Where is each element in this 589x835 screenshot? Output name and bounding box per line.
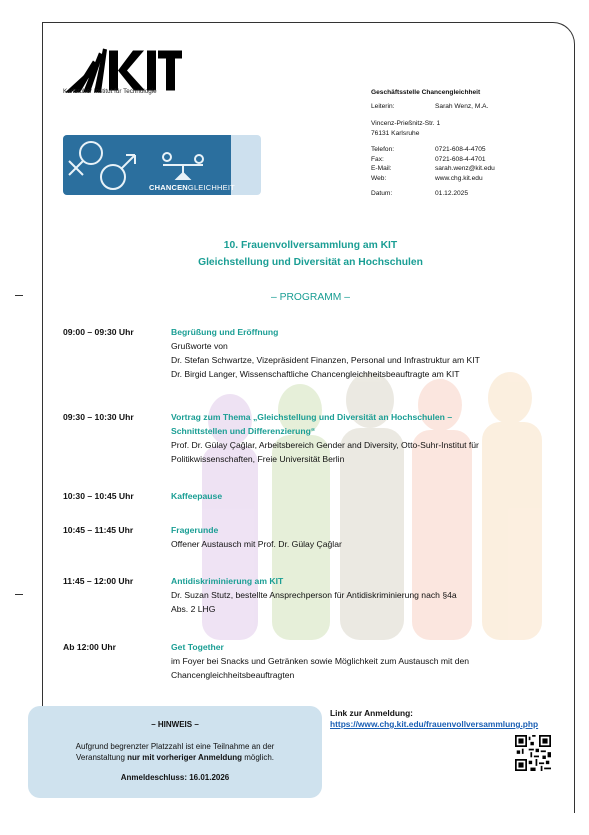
date-value: 01.12.2025 xyxy=(435,190,469,197)
email-label: E-Mail: xyxy=(371,165,392,172)
program-time: Ab 12:00 Uhr xyxy=(63,642,117,652)
program-topic: Vortrag zum Thema „Gleichstellung und Diversität an Hochschulen – xyxy=(171,412,453,422)
program-topic: Begrüßung und Eröffnung xyxy=(171,327,279,337)
qr-code-icon[interactable] xyxy=(515,735,551,771)
program-body xyxy=(171,640,531,682)
program-time: 09:00 – 09:30 Uhr xyxy=(63,327,134,337)
email-value[interactable]: sarah.wenz@kit.edu xyxy=(435,165,495,172)
contact-title: Geschäftsstelle Chancengleichheit xyxy=(371,89,481,96)
leader-name: Sarah Wenz, M.A. xyxy=(435,102,489,110)
program-label: – PROGRAMM – xyxy=(271,292,350,303)
program-detail: Dr. Suzan Stutz, bestellte Ansprechperson für Antidiskriminierung nach §4a xyxy=(171,590,457,600)
city: 76131 Karlsruhe xyxy=(371,129,420,137)
fold-mark xyxy=(15,594,23,595)
program-detail: Chancengleichheitsbeauftragten xyxy=(171,670,295,680)
program-topic: Fragerunde xyxy=(171,525,219,535)
web-value[interactable]: www.chg.kit.edu xyxy=(435,174,483,182)
program-detail: Grußworte von xyxy=(171,341,228,351)
fold-mark xyxy=(15,295,23,296)
registration-block xyxy=(330,708,538,729)
program-detail: im Foyer bei Snacks und Getränken sowie Möglichkeit zum Austausch mit den xyxy=(171,656,470,666)
event-subtitle: Gleichstellung und Diversität an Hochschulen xyxy=(198,257,423,268)
program-topic: Antidiskriminierung am KIT xyxy=(171,576,284,586)
page-left-border xyxy=(42,22,43,722)
hint-text: Aufgrund begrenzter Platzzahl ist eine Teilnahme an der Veranstaltung nur mit vorheriger Anmeldung möglich. xyxy=(75,742,275,762)
banner-title: CHANCENGLEICHHEIT xyxy=(149,183,235,192)
program-detail: Dr. Birgid Langer, Wissenschaftliche Chancengleichheitsbeauftragte am KIT xyxy=(171,369,460,379)
program-body xyxy=(171,410,531,466)
fax-label: Fax: xyxy=(371,155,384,163)
program-topic: Schnittstellen und Differenzierung“ xyxy=(171,426,316,436)
web-label: Web: xyxy=(371,174,387,182)
program-detail: Abs. 2 LHG xyxy=(171,604,216,614)
program-body xyxy=(171,325,531,381)
program-detail: Prof. Dr. Gülay Çağlar, Arbeitsbereich Gender and Diversity, Otto-Suhr-Institut für xyxy=(171,440,479,450)
hint-box xyxy=(28,706,322,798)
leader-label: Leiterin: xyxy=(371,102,395,110)
hint-title: – HINWEIS – xyxy=(151,720,199,729)
registration-link[interactable]: https://www.chg.kit.edu/frauenvollversammlung.php xyxy=(330,719,539,729)
program-body xyxy=(171,523,531,551)
phone-label: Telefon: xyxy=(371,146,395,153)
date-label: Datum: xyxy=(371,190,393,197)
logo-subtitle: Karlsruher Institut für Technologie xyxy=(63,88,157,95)
program-detail: Politikwissenschaften, Freie Universität Berlin xyxy=(171,454,345,464)
program-topic: Kaffeepause xyxy=(171,491,223,501)
phone-value: 0721-608-4-4705 xyxy=(435,146,486,153)
registration-deadline: Anmeldeschluss: 16.01.2026 xyxy=(120,773,230,782)
event-title: 10. Frauenvollversammlung am KIT xyxy=(223,240,398,251)
program-body xyxy=(171,489,531,503)
program-time: 09:30 – 10:30 Uhr xyxy=(63,412,134,422)
program-time: 11:45 – 12:00 Uhr xyxy=(63,576,134,586)
program-detail: Dr. Stefan Schwartze, Vizepräsident Finanzen, Personal und Infrastruktur am KIT xyxy=(171,355,480,365)
registration-label: Link zur Anmeldung: xyxy=(330,708,413,718)
program-body xyxy=(171,574,531,616)
program-detail: Offener Austausch mit Prof. Dr. Gülay Çağlar xyxy=(171,539,342,549)
street: Vincenz-Prießnitz-Str. 1 xyxy=(371,120,441,127)
contact-block xyxy=(371,88,495,199)
fax-value: 0721-608-4-4701 xyxy=(435,155,486,163)
program-time: 10:45 – 11:45 Uhr xyxy=(63,525,134,535)
program-time: 10:30 – 10:45 Uhr xyxy=(63,491,134,501)
chancengleichheit-banner xyxy=(63,135,261,195)
program-topic: Get Together xyxy=(171,642,224,652)
